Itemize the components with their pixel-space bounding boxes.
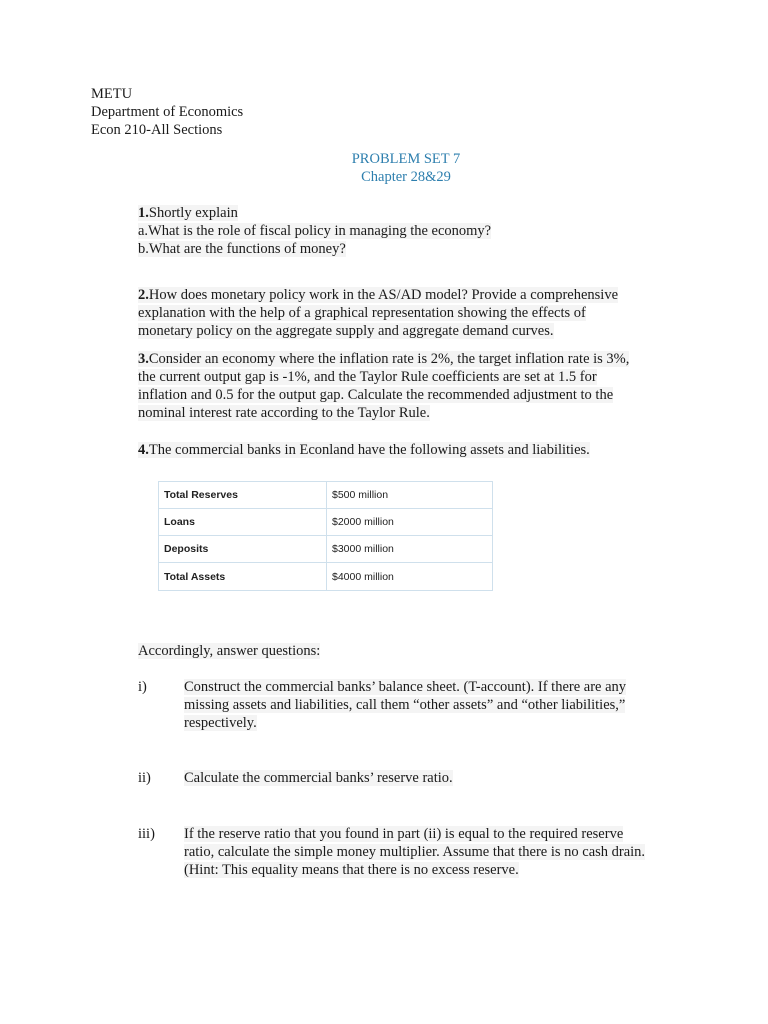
course-name: Econ 210-All Sections (91, 122, 223, 138)
question-1-intro (138, 204, 238, 222)
table-cell-value: $2000 million (327, 509, 493, 536)
assets-liabilities-table (158, 481, 493, 591)
part-iii-line-2: ratio, calculate the simple money multiplier. Assume that there is no cash drain. (184, 844, 646, 860)
question-3-line-3: inflation and 0.5 for the output gap. Calculate the recommended adjustment to the (138, 387, 614, 403)
table-cell-label: Deposits (159, 536, 327, 563)
question-3-line-1: 3.Consider an economy where the inflation rate is 2%, the target inflation rate is 3%, (138, 351, 630, 367)
part-iii-line-1: If the reserve ratio that you found in part (ii) is equal to the required reserve (184, 826, 624, 842)
department-name: Department of Economics (91, 104, 244, 120)
part-i-line-3: respectively. (184, 715, 257, 731)
page-title: PROBLEM SET 7 (351, 151, 461, 167)
question-2-number: 2. (138, 287, 149, 303)
question-1-number: 1. (138, 205, 149, 221)
question-4-number: 4. (138, 442, 149, 458)
question-1b: b.What are the functions of money? (138, 241, 346, 257)
part-iii-label: iii) (138, 826, 155, 842)
table-cell-label: Total Assets (159, 563, 327, 591)
table-row (159, 482, 493, 509)
table-cell-value: $4000 million (327, 563, 493, 591)
question-1a: a.What is the role of fiscal policy in managing the economy? (138, 223, 492, 239)
question-3-number: 3. (138, 351, 149, 367)
table-row (159, 509, 493, 536)
question-2-line-3: monetary policy on the aggregate supply and aggregate demand curves. (138, 323, 554, 339)
table-row (159, 563, 493, 591)
table-cell-label: Loans (159, 509, 327, 536)
part-ii-label: ii) (138, 770, 151, 786)
table-cell-value: $500 million (327, 482, 493, 509)
question-2-line-1: 2.How does monetary policy work in the AS/AD model? Provide a comprehensive (138, 287, 619, 303)
table-cell-value: $3000 million (327, 536, 493, 563)
part-iii-line-3: (Hint: This equality means that there is no excess reserve. (184, 862, 519, 878)
question-4-intro: 4.The commercial banks in Econland have the following assets and liabilities. (138, 442, 590, 458)
accordingly-text: Accordingly, answer questions: (138, 643, 321, 659)
question-2-line-2: explanation with the help of a graphical representation showing the effects of (138, 305, 586, 321)
university-name: METU (91, 86, 133, 102)
part-ii-line-1: Calculate the commercial banks’ reserve ratio. (184, 770, 453, 786)
question-3-line-4: nominal interest rate according to the Taylor Rule. (138, 405, 430, 421)
part-i-line-2: missing assets and liabilities, call them “other assets” and “other liabilities,” (184, 697, 626, 713)
question-3-line-2: the current output gap is -1%, and the Taylor Rule coefficients are set at 1.5 for (138, 369, 597, 385)
table-row (159, 536, 493, 563)
question-1-intro-text: Shortly explain (148, 205, 238, 221)
part-i-line-1: Construct the commercial banks’ balance sheet. (T-account). If there are any (184, 679, 627, 695)
table-cell-label: Total Reserves (159, 482, 327, 509)
page-subtitle: Chapter 28&29 (361, 169, 451, 185)
part-i-label: i) (138, 679, 147, 695)
